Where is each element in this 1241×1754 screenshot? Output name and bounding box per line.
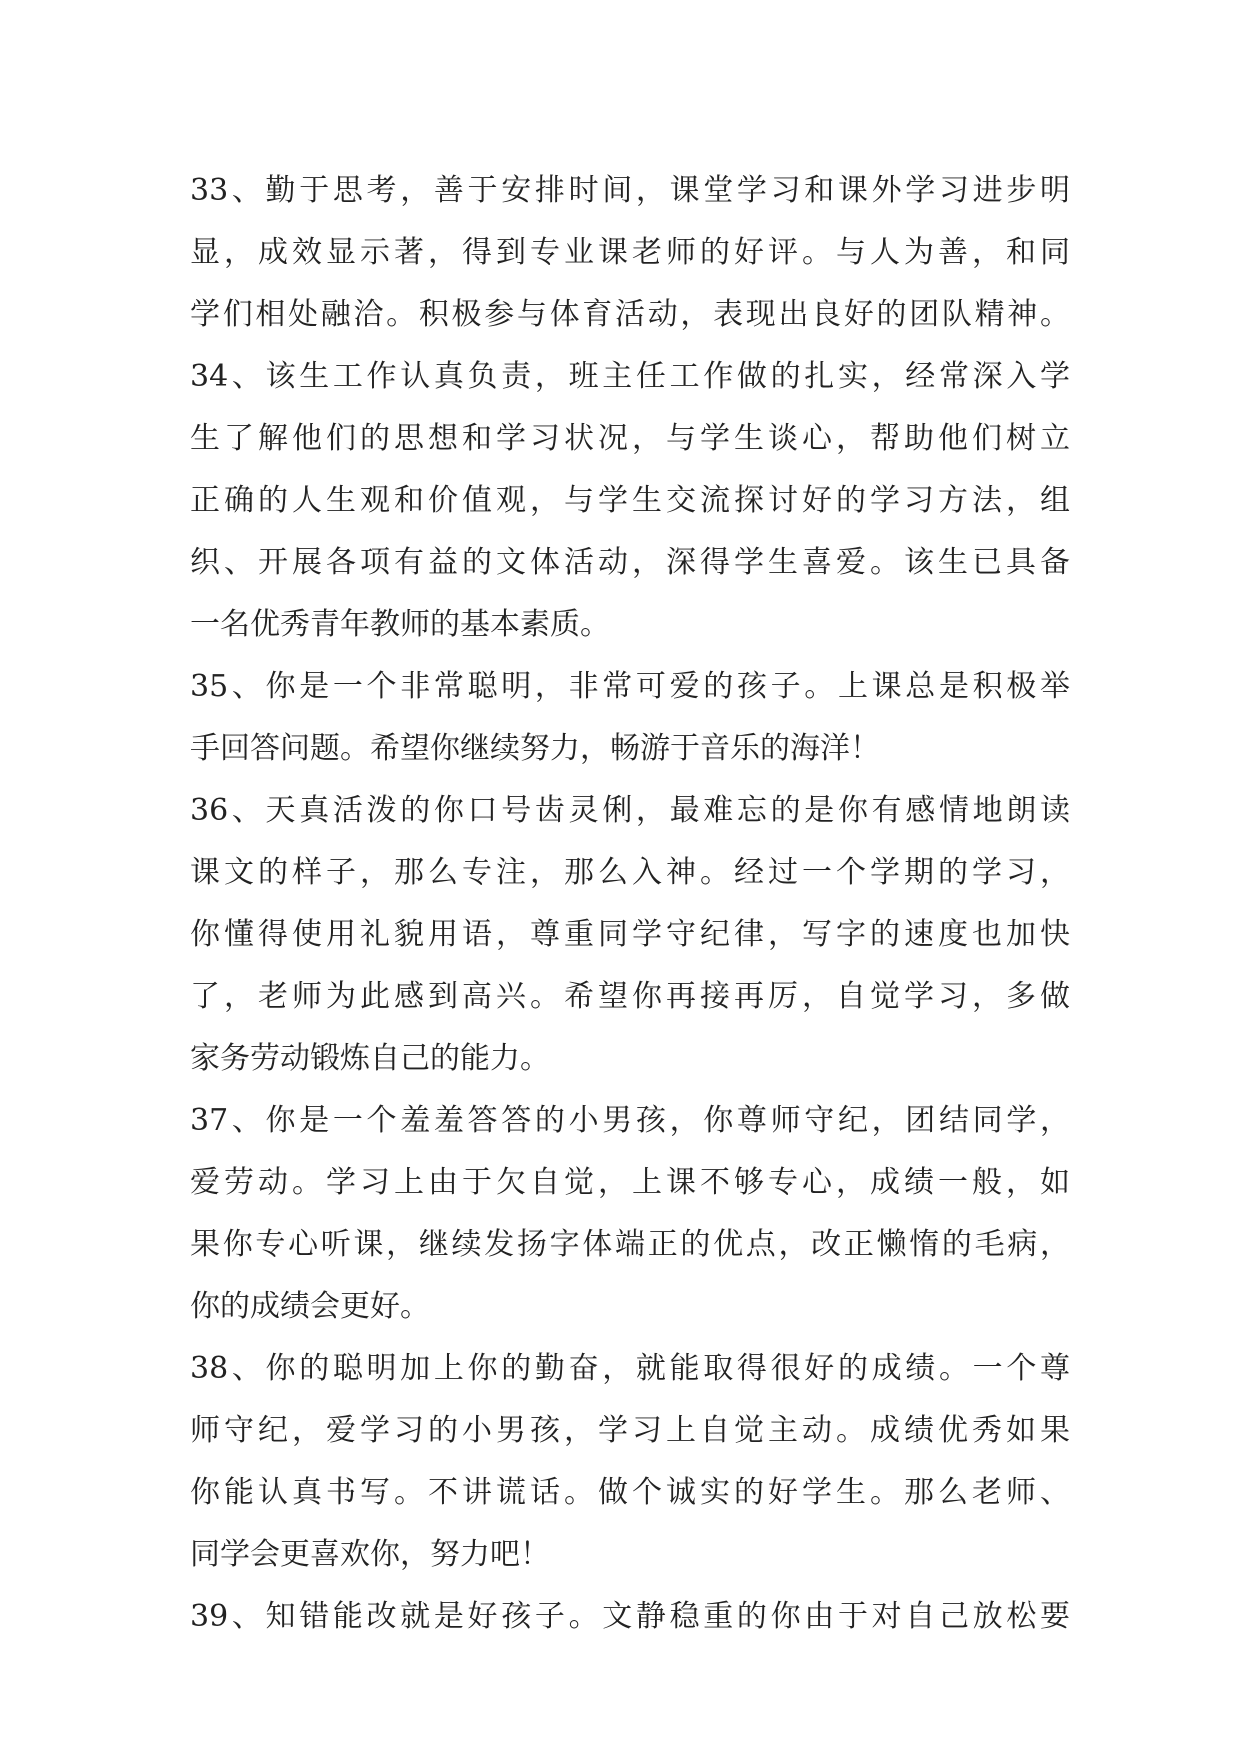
text-line: 显，成效显示著，得到专业课老师的好评。与人为善，和同 xyxy=(190,235,1070,270)
text-line: 家务劳动锻炼自己的能力。 xyxy=(190,1041,550,1076)
text-line: 你的成绩会更好。 xyxy=(190,1289,430,1324)
text-line: 生了解他们的思想和学习状况，与学生谈心，帮助他们树立 xyxy=(190,421,1070,456)
text-line: 织、开展各项有益的文体活动，深得学生喜爱。该生已具备 xyxy=(190,545,1070,580)
text-line: 34、该生工作认真负责，班主任工作做的扎实，经常深入学 xyxy=(190,359,1070,394)
document-body xyxy=(190,160,1070,1648)
text-line: 正确的人生观和价值观，与学生交流探讨好的学习方法，组 xyxy=(190,483,1070,518)
text-line: 师守纪，爱学习的小男孩，学习上自觉主动。成绩优秀如果 xyxy=(190,1413,1070,1448)
text-line: 学们相处融洽。积极参与体育活动，表现出良好的团队精神。 xyxy=(190,297,1070,332)
text-line: 39、知错能改就是好孩子。文静稳重的你由于对自己放松要 xyxy=(190,1599,1070,1634)
text-line: 同学会更喜欢你，努力吧！ xyxy=(190,1537,550,1572)
text-line: 手回答问题。希望你继续努力，畅游于音乐的海洋！ xyxy=(190,731,880,766)
text-line: 你能认真书写。不讲谎话。做个诚实的好学生。那么老师、 xyxy=(190,1475,1070,1510)
text-line: 38、你的聪明加上你的勤奋，就能取得很好的成绩。一个尊 xyxy=(190,1351,1070,1386)
text-line: 33、勤于思考，善于安排时间，课堂学习和课外学习进步明 xyxy=(190,173,1070,208)
text-line: 37、你是一个羞羞答答的小男孩，你尊师守纪，团结同学， xyxy=(190,1103,1070,1138)
text-line: 爱劳动。学习上由于欠自觉，上课不够专心，成绩一般，如 xyxy=(190,1165,1070,1200)
text-line: 你懂得使用礼貌用语，尊重同学守纪律，写字的速度也加快 xyxy=(190,917,1070,952)
text-line: 35、你是一个非常聪明，非常可爱的孩子。上课总是积极举 xyxy=(190,669,1070,704)
text-line: 果你专心听课，继续发扬字体端正的优点，改正懒惰的毛病， xyxy=(190,1227,1070,1262)
text-line: 课文的样子，那么专注，那么入神。经过一个学期的学习， xyxy=(190,855,1070,890)
text-line: 了，老师为此感到高兴。希望你再接再厉，自觉学习，多做 xyxy=(190,979,1070,1014)
text-line: 36、天真活泼的你口号齿灵俐，最难忘的是你有感情地朗读 xyxy=(190,793,1070,828)
text-line: 一名优秀青年教师的基本素质。 xyxy=(190,607,610,642)
